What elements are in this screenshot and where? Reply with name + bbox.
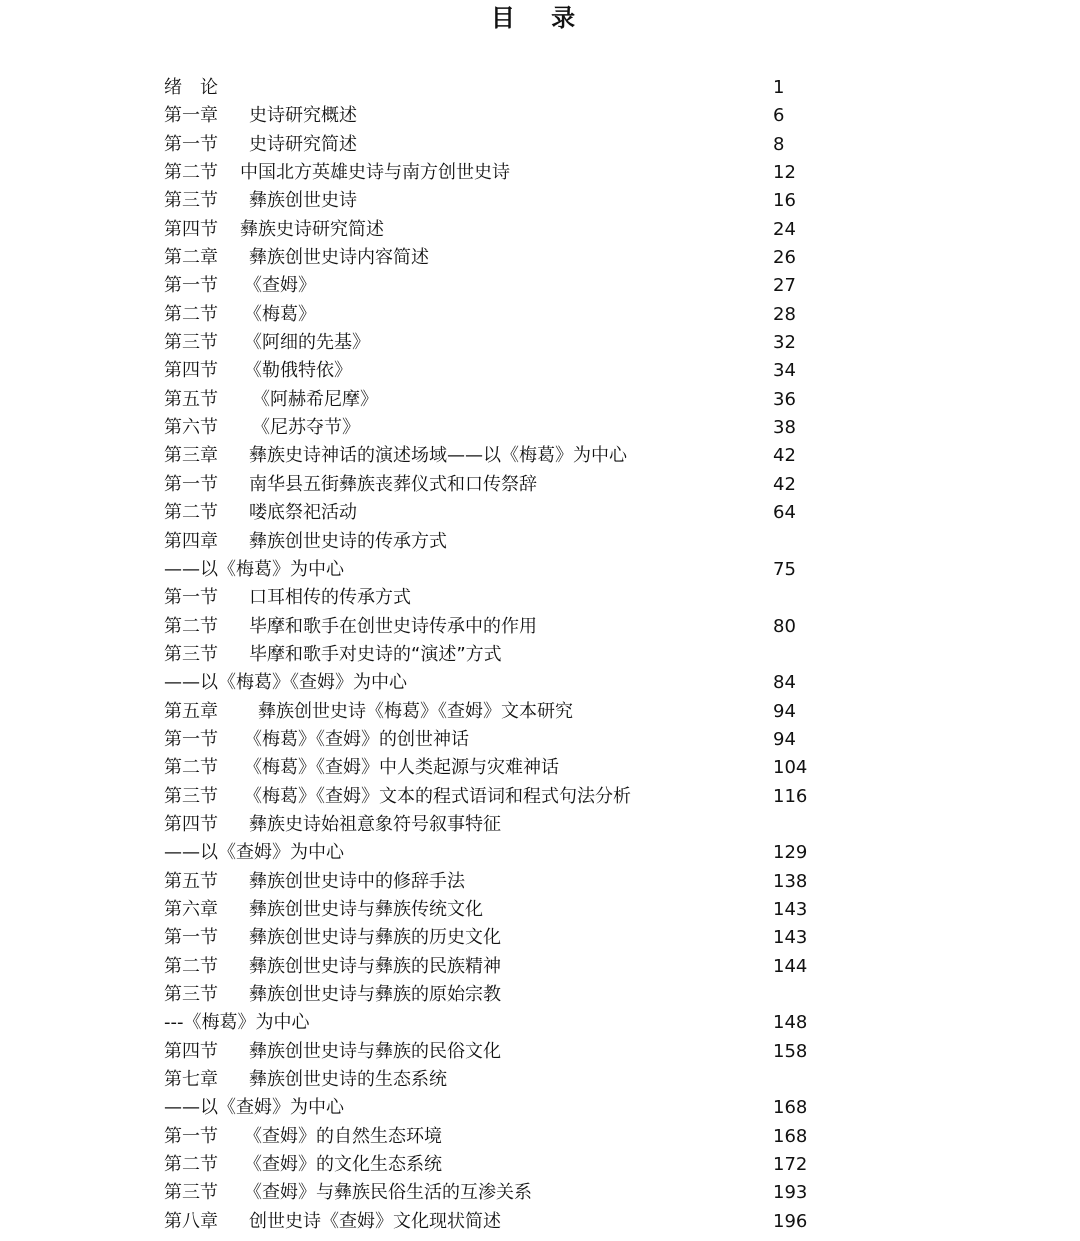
toc-row[interactable] xyxy=(164,102,864,130)
toc-row[interactable] xyxy=(164,1038,864,1066)
toc-page-number: 8 xyxy=(773,133,785,155)
toc-page-number: 168 xyxy=(773,1125,808,1147)
toc-row[interactable] xyxy=(164,1009,864,1037)
toc-label: 第三节 xyxy=(164,643,218,665)
toc-page-number: 148 xyxy=(773,1012,808,1034)
toc-row[interactable] xyxy=(164,272,864,300)
toc-row[interactable] xyxy=(164,499,864,527)
toc-title: 中国北方英雄史诗与南方创世史诗 xyxy=(240,162,510,184)
toc-page-number: 32 xyxy=(773,332,796,354)
toc-title: 南华县五街彝族丧葬仪式和口传祭辞 xyxy=(249,473,537,495)
toc-title: 《梅葛》《查姆》文本的程式语词和程式句法分析 xyxy=(244,785,631,807)
toc-page-number: 144 xyxy=(773,955,808,977)
toc-title: 彝族史诗研究简述 xyxy=(240,218,384,240)
toc-row[interactable] xyxy=(164,1066,864,1094)
toc-page-number: 64 xyxy=(773,502,796,524)
toc-page-number: 42 xyxy=(773,473,796,495)
toc-row[interactable] xyxy=(164,584,864,612)
toc-label: 第四节 xyxy=(164,218,218,240)
toc-title: 《勒俄特依》 xyxy=(244,360,352,382)
toc-page-number: 104 xyxy=(773,757,808,779)
toc-page-number: 27 xyxy=(773,275,796,297)
toc-label: 第二节 xyxy=(164,757,218,779)
toc-label: 第二节 xyxy=(164,615,218,637)
toc-label: 第一节 xyxy=(164,473,218,495)
toc-row[interactable] xyxy=(164,754,864,782)
toc-label: 第三节 xyxy=(164,785,218,807)
toc-page-number: 143 xyxy=(773,898,808,920)
toc-page-number: 143 xyxy=(773,927,808,949)
toc-page-number: 116 xyxy=(773,785,808,807)
toc-title: 毕摩和歌手对史诗的“演述”方式 xyxy=(249,643,502,665)
toc-title: 彝族创世史诗《梅葛》《查姆》文本研究 xyxy=(258,700,573,722)
toc-title: 《梅葛》 xyxy=(244,303,316,325)
toc-page-number: 84 xyxy=(773,672,796,694)
toc-label: 第一节 xyxy=(164,728,218,750)
toc-row[interactable] xyxy=(164,301,864,329)
toc-label: 第四节 xyxy=(164,1040,218,1062)
toc-label: 第一节 xyxy=(164,587,218,609)
toc-row[interactable] xyxy=(164,131,864,159)
toc-row[interactable] xyxy=(164,811,864,839)
toc-row[interactable] xyxy=(164,556,864,584)
toc-label: 第二章 xyxy=(164,247,218,269)
toc-page-number: 129 xyxy=(773,842,808,864)
toc-title: 《梅葛》《查姆》的创世神话 xyxy=(244,728,469,750)
page-title: 目 录 xyxy=(490,4,590,32)
toc-label: 第二节 xyxy=(164,303,218,325)
toc-label: 第二节 xyxy=(164,955,218,977)
toc-label: 第六章 xyxy=(164,898,218,920)
toc-row[interactable] xyxy=(164,641,864,669)
toc-row[interactable] xyxy=(164,528,864,556)
toc-title: 论 xyxy=(200,77,218,98)
toc-label: ---《梅葛》为中心 xyxy=(164,1012,310,1034)
toc-page-number: 24 xyxy=(773,218,796,240)
toc-label: 第四章 xyxy=(164,530,218,552)
toc-row[interactable] xyxy=(164,357,864,385)
toc-label: 第一节 xyxy=(164,133,218,155)
toc-title: 彝族史诗神话的演述场域——以《梅葛》为中心 xyxy=(249,445,627,467)
toc-row[interactable] xyxy=(164,442,864,470)
toc-label: ——以《梅葛》为中心 xyxy=(164,558,344,580)
toc-row[interactable] xyxy=(164,159,864,187)
toc-page-number: 172 xyxy=(773,1154,808,1176)
toc-row[interactable] xyxy=(164,1208,864,1236)
toc-row[interactable] xyxy=(164,669,864,697)
toc-title: 彝族创世史诗与彝族的民俗文化 xyxy=(249,1040,501,1062)
toc-page-number: 1 xyxy=(773,77,785,98)
toc-label: 第六节 xyxy=(164,417,218,439)
toc-page-number: 75 xyxy=(773,558,796,580)
toc-row[interactable] xyxy=(164,1094,864,1122)
toc-label: 第五节 xyxy=(164,870,218,892)
toc-label: 第一节 xyxy=(164,927,218,949)
toc-title: 毕摩和歌手在创世史诗传承中的作用 xyxy=(249,615,537,637)
toc-row[interactable] xyxy=(164,471,864,499)
toc-row[interactable] xyxy=(164,953,864,981)
toc-label: ——以《梅葛》《查姆》为中心 xyxy=(164,672,407,694)
toc-title: 彝族创世史诗的生态系统 xyxy=(249,1069,447,1091)
toc-label: 第八章 xyxy=(164,1210,218,1232)
toc-label: 第三节 xyxy=(164,984,218,1005)
toc-page-number: 6 xyxy=(773,105,785,127)
toc-label: 第一节 xyxy=(164,1125,218,1147)
toc-label: ——以《查姆》为中心 xyxy=(164,1097,344,1119)
toc-title: 彝族创世史诗与彝族传统文化 xyxy=(249,898,483,920)
toc-page-number: 94 xyxy=(773,700,796,722)
toc-page-number: 26 xyxy=(773,247,796,269)
toc-page-number: 16 xyxy=(773,190,796,212)
toc-label: 第七章 xyxy=(164,1069,218,1091)
toc-row[interactable] xyxy=(164,414,864,442)
toc-row[interactable] xyxy=(164,698,864,726)
toc-label: 第三节 xyxy=(164,332,218,354)
toc-page-number: 158 xyxy=(773,1040,808,1062)
toc-title: 彝族创世史诗与彝族的历史文化 xyxy=(249,927,501,949)
toc-title: 《尼苏夺节》 xyxy=(252,417,360,439)
toc-title: 彝族创世史诗的传承方式 xyxy=(249,530,447,552)
toc-title: 彝族史诗始祖意象符号叙事特征 xyxy=(249,813,501,835)
toc-row[interactable] xyxy=(164,1151,864,1179)
toc-row[interactable] xyxy=(164,187,864,215)
toc-title: 《查姆》的文化生态系统 xyxy=(244,1154,442,1176)
toc-label: ——以《查姆》为中心 xyxy=(164,842,344,864)
toc-row[interactable] xyxy=(164,839,864,867)
toc-title: 《查姆》与彝族民俗生活的互渗关系 xyxy=(244,1182,532,1204)
toc-page-number: 28 xyxy=(773,303,796,325)
toc-label: 第四节 xyxy=(164,360,218,382)
toc-title: 史诗研究简述 xyxy=(249,133,357,155)
toc-page-number: 34 xyxy=(773,360,796,382)
toc-row[interactable] xyxy=(164,783,864,811)
toc-page-number: 94 xyxy=(773,728,796,750)
toc-label: 第三节 xyxy=(164,190,218,212)
toc-title: 史诗研究概述 xyxy=(249,105,357,127)
toc-label: 第二节 xyxy=(164,1154,218,1176)
toc-label: 第五章 xyxy=(164,700,218,722)
toc-label: 第四节 xyxy=(164,813,218,835)
toc-label: 第一章 xyxy=(164,105,218,127)
toc-row[interactable] xyxy=(164,896,864,924)
toc-title: 彝族创世史诗与彝族的原始宗教 xyxy=(249,984,501,1005)
toc-title: 彝族创世史诗内容简述 xyxy=(249,247,429,269)
toc-label: 第五节 xyxy=(164,388,218,410)
toc-page-number: 36 xyxy=(773,388,796,410)
toc-title: 彝族创世史诗 xyxy=(249,190,357,212)
toc-page-number: 42 xyxy=(773,445,796,467)
toc-row[interactable] xyxy=(164,329,864,357)
toc-label: 第三节 xyxy=(164,1182,218,1204)
toc-row[interactable] xyxy=(164,74,864,102)
toc-title: 彝族创世史诗中的修辞手法 xyxy=(249,870,465,892)
toc-row[interactable] xyxy=(164,726,864,754)
toc-row[interactable] xyxy=(164,924,864,952)
toc-label: 绪 xyxy=(164,77,182,98)
toc-page-number: 138 xyxy=(773,870,808,892)
toc-page-number: 196 xyxy=(773,1210,808,1232)
toc-page-number: 80 xyxy=(773,615,796,637)
toc-page-number: 193 xyxy=(773,1182,808,1204)
toc-row[interactable] xyxy=(164,216,864,244)
toc-title: 《阿赫希尼摩》 xyxy=(252,388,378,410)
toc-title: 《梅葛》《查姆》中人类起源与灾难神话 xyxy=(244,757,559,779)
toc-page-number: 12 xyxy=(773,162,796,184)
toc-page-number: 168 xyxy=(773,1097,808,1119)
toc-label: 第一节 xyxy=(164,275,218,297)
toc-label: 第二节 xyxy=(164,502,218,524)
toc-row[interactable] xyxy=(164,1123,864,1151)
toc-title: 《阿细的先基》 xyxy=(244,332,370,354)
toc-row[interactable] xyxy=(164,613,864,641)
toc-title: 《查姆》的自然生态环境 xyxy=(244,1125,442,1147)
table-of-contents xyxy=(164,74,864,1236)
toc-row[interactable] xyxy=(164,868,864,896)
toc-row[interactable] xyxy=(164,386,864,414)
toc-title: 口耳相传的传承方式 xyxy=(249,587,411,609)
toc-title: 喽底祭祀活动 xyxy=(249,502,357,524)
toc-page-number: 38 xyxy=(773,417,796,439)
toc-row[interactable] xyxy=(164,981,864,1009)
toc-title: 创世史诗《查姆》文化现状简述 xyxy=(249,1210,501,1232)
toc-row[interactable] xyxy=(164,244,864,272)
toc-title: 《查姆》 xyxy=(244,275,316,297)
toc-title: 彝族创世史诗与彝族的民族精神 xyxy=(249,955,501,977)
toc-label: 第二节 xyxy=(164,162,218,184)
toc-label: 第三章 xyxy=(164,445,218,467)
toc-row[interactable] xyxy=(164,1179,864,1207)
